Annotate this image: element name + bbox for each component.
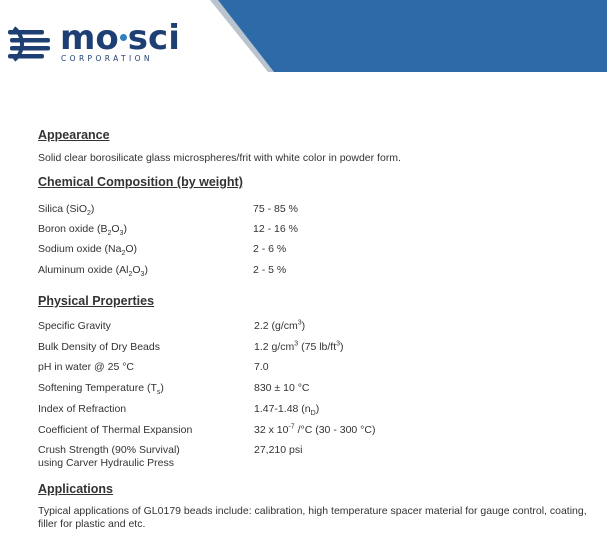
phys-label: Softening Temperature $(T_s)$ [38,382,164,397]
applications-heading: Applications [38,482,114,496]
logo-mark-icon [8,22,52,66]
chem-value: 75 - 85 % [253,203,298,215]
phys-value: 32 x $10^{-7}$ /°C (30 - 300 °C) [254,423,376,436]
appearance-heading: Appearance [38,128,110,142]
logo-subtitle: CORPORATION [61,54,153,63]
phys-value: 7.0 [254,361,269,373]
chem-value: 2 - 6 % [253,243,287,255]
physical-properties-heading: Physical Properties [38,294,155,308]
chem-label: Silica (SiO$_2$) [38,203,95,218]
chem-label: Sodium oxide $(Na_2O)$ [38,243,138,258]
phys-value: 1.47-1.48 $(n_D)$ [254,403,320,418]
phys-label: pH in water @ 25 °C [38,361,134,373]
chem-value: 12 - 16 % [253,223,298,235]
phys-value: 27,210 psi [254,444,303,456]
chem-label: Aluminum oxide $(Al_2O_3)$ [38,264,148,279]
applications-text: Typical applications of GL0179 beads include: calibration, high temperature spacer material for gauge control, coating, filler for plastic and etc. [38,505,587,530]
phys-label: Crush Strength (90% Survival) using Carver Hydraulic Press [38,444,180,469]
phys-value: 2.2 $(g/cm^3)$ [254,319,306,332]
mosci-logo[interactable] [8,18,198,68]
page-header [0,0,607,72]
chem-value: 2 - 5 % [253,264,287,276]
phys-value: 830 ± 10 °C [254,382,310,394]
logo-dot-icon [120,34,127,41]
chemical-composition-heading: Chemical Composition (by weight) [38,175,243,189]
phys-label: Specific Gravity [38,320,111,332]
logo-wordmark: mo sci [60,18,180,58]
phys-label: Index of Refraction [38,403,127,415]
phys-label: Coefficient of Thermal Expansion [38,424,193,436]
phys-value: 1.2 $g/cm^3$ (75 $lb/ft^3$) [254,340,344,353]
phys-label: Bulk Density of Dry Beads [38,341,160,353]
chem-label: Boron oxide $(B_2O_3)$ [38,223,127,238]
appearance-text: Solid clear borosilicate glass microspheres/frit with white color in powder form. [38,152,401,164]
